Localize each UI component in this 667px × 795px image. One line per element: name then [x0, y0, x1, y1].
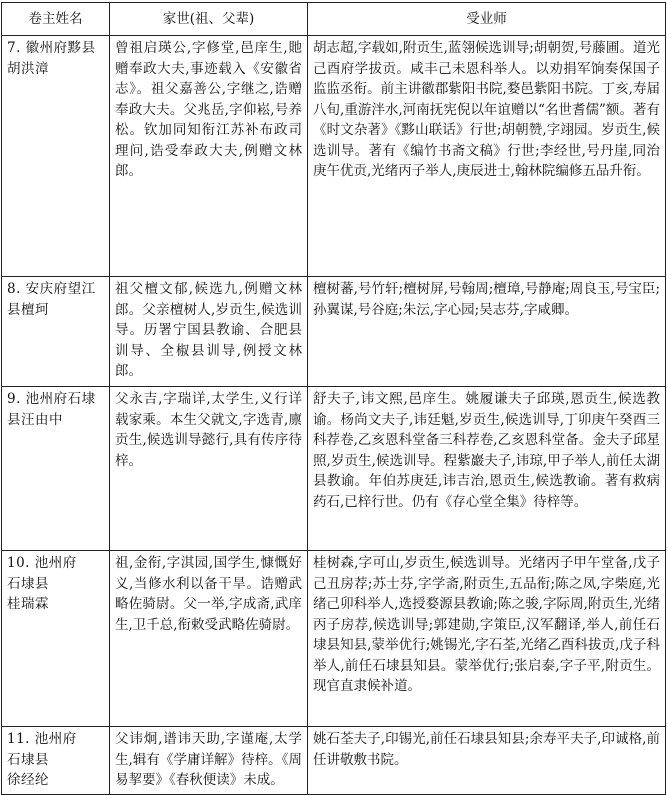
teachers-cell: 舒夫子,讳文熙,邑庠生。姚履谦夫子邱瑛,恩贡生,候选教谕。杨尚文夫子,讳廷魁,岁贡生,候选训导,丁卯庚午癸酉三科荐卷,乙亥恩科堂备三科荐卷,乙亥恩科堂备。金夫子邱星照,岁贡生,候选训导。程紫巖夫子,讳琼,甲子举人,前任太湖县教谕。年伯苏庚廷,讳吉治,恩贡生,候选教谕。著有救病药石,已梓行世。仍有《存心堂全集》待梓等。 — [308, 387, 666, 551]
header-teachers: 受业师 — [308, 3, 666, 36]
author-name-line: 8. 安庆府望江 — [7, 281, 96, 297]
table-row — [2, 551, 666, 727]
family-background-cell: 父讳炯,谱讳天助,字谨庵,太学生,辑有《学庸详解》待梓。《周易挈要》《春秋便读》未成。 — [110, 727, 308, 795]
author-name-line: 10. 池州府 — [7, 555, 77, 571]
header-name: 卷主姓名 — [2, 3, 110, 36]
table-row — [2, 387, 666, 551]
teachers-cell: 胡志超,字载如,附贡生,蓝翎候选训导;胡朝贺,号藤圃。道光己酉府学拔贡。咸丰己未恩科举人。以劝捐军饷奏保国子监监丞衔。前主讲徽郡紫阳书院,婺邑紫阳书院。丁亥,寿届八旬,重游泮水,河南抚宪倪以年谊赠以“名世耆儒”额。著有《时文杂著》《黟山联话》行世;胡朝赞,字翊园。岁贡生,候选训导。著有《编竹书斋文稿》行世;李经世,号丹崖,同治庚午优贡,光绪丙子举人,庚辰进士,翰林院编修五品升衔。 — [308, 36, 666, 277]
teachers-cell: 姚石荃夫子,印锡光,前任石埭县知县;余寿平夫子,印诚格,前任讲敬敷书院。 — [308, 727, 666, 795]
author-name-cell — [2, 551, 110, 727]
author-name-cell — [2, 387, 110, 551]
family-background-cell: 祖,金衔,字淇园,国学生,慷慨好义,当修水利以备干旱。诰赠武略佐骑尉。父一举,字成斋,武庠生,卫千总,衔敕受武略佐骑尉。 — [110, 551, 308, 727]
author-name-line: 11. 池州府 — [7, 731, 77, 747]
author-name-line: 徐经纶 — [7, 772, 49, 788]
teachers-cell: 桂树森,字可山,岁贡生,候选训导。光绪丙子甲午堂备,戊子己丑房荐;苏士芬,字学斋,附贡生,五品衔;陈之凤,字柴庭,光绪己卯科举人,选授婺源县教谕;陈之骏,字际周,附贡生,光绪丙子房荐,候选训导;郭建勋,字策臣,汉军翻译,举人,前任石埭县知县,蒙举优行;姚锡光,字石荃,光绪乙酉科拔贡,戊子科举人,前任石埭县知县。蒙举优行;张启泰,字子平,附贡生。现官直隶候补道。 — [308, 551, 666, 727]
author-name-line: 9. 池州府石埭 — [7, 391, 96, 407]
author-name-line: 7. 徽州府黟县 — [7, 40, 96, 56]
header-row — [2, 3, 666, 36]
family-background-cell: 祖父檀文郁,候选九,例赠文林郎。父亲檀树人,岁贡生,候选训导。历署宁国县教谕、合肥县训导、全椒县训导,例授文林郎。 — [110, 277, 308, 387]
author-name-line: 石埭县 — [7, 575, 49, 592]
author-name-line: 胡洪漳 — [7, 60, 49, 77]
family-background-cell: 曾祖启瑛公,字修堂,邑庠生,貤赠奉政大夫,事迹载入《安徽省志》。祖父嘉善公,字继之,诰赠奉政大夫。父兆岳,字仰崧,号养松。钦加同知衔江苏补布政司理问,诰受奉政大夫,例赠文林郎。 — [110, 36, 308, 277]
biography-table — [1, 2, 666, 795]
author-name-line: 石埭县 — [7, 751, 49, 768]
author-name-cell — [2, 277, 110, 387]
author-name-line: 县檀珂 — [7, 301, 49, 318]
family-background-cell: 父永吉,字瑞详,太学生,义行详载家乘。本生父就文,字选青,廪贡生,候选训导懿行,具有传序待梓。 — [110, 387, 308, 551]
author-name-line: 桂瑞霖 — [7, 596, 49, 612]
header-family: 家世(祖、父辈) — [110, 3, 308, 36]
author-name-line: 县汪由中 — [7, 411, 63, 428]
table-row — [2, 36, 666, 277]
table-row — [2, 277, 666, 387]
teachers-cell: 檀树蕃,号竹轩;檀树屏,号翰周;檀璋,号静庵;周良玉,号宝臣;孙翼谋,号谷庭;朱沄,字心园;吴志芬,字咸卿。 — [308, 277, 666, 387]
author-name-cell — [2, 36, 110, 277]
author-name-cell — [2, 727, 110, 795]
table-row — [2, 727, 666, 795]
